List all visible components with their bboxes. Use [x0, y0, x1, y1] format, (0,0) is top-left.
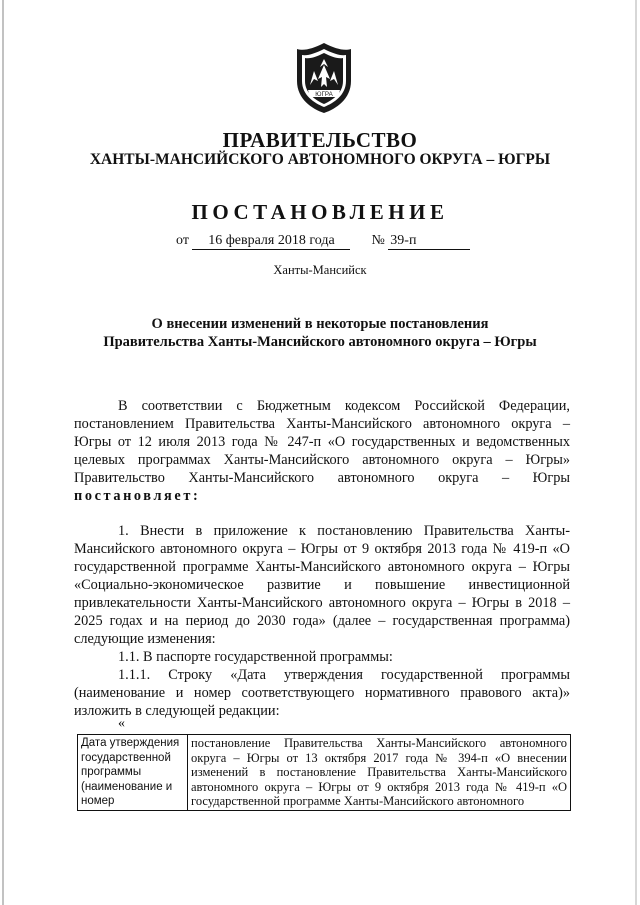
item-1-section	[74, 522, 570, 720]
date-prefix: от	[176, 233, 189, 248]
svg-text:ЮГРА: ЮГРА	[315, 91, 333, 98]
preamble-text: В соответствии с Бюджетным кодексом Российской Федерации, постановлением Правительства Ханты-Мансийского автономного округа – Югры от 12 июля 2013 года № 247-п «О государственных и ведомственных целевых программах Ханты-Мансийского автономного округа – Югры» Правительство Ханты-Мансийского автономного округа – Югры	[74, 398, 570, 486]
subject-line-2: Правительства Ханты-Мансийского автономного округа – Югры	[103, 334, 537, 350]
document-subject	[0, 315, 640, 351]
number-prefix: №	[371, 233, 385, 248]
quote-open-mark: «	[118, 716, 125, 731]
resolves-word: постановляет:	[74, 488, 201, 504]
preamble-paragraph	[74, 397, 570, 505]
item-1-1-paragraph: 1.1. В паспорте государственной программы:	[118, 649, 393, 665]
table-row	[78, 735, 571, 811]
city: Ханты-Мансийск	[273, 263, 367, 277]
document-type: ПОСТАНОВЛЕНИЕ	[191, 200, 449, 224]
document-date: 16 февраля 2018 года	[192, 233, 350, 250]
document-number: 39-п	[388, 233, 470, 250]
passport-table	[77, 734, 571, 811]
table-cell-label: Дата утверждения государственной программы (наименование и номер	[78, 735, 188, 811]
government-title: ПРАВИТЕЛЬСТВО	[222, 128, 418, 152]
item-1-paragraph: 1. Внести в приложение к постановлению Правительства Ханты-Мансийского автономного округа – Югры от 9 октября 2013 года № 419-п «О государственной программе Ханты-Мансийского автономного округа – Югры «Социально-экономическое развитие и повышение инвестиционной привлекательности Ханты-Мансийского автономного округа – Югры в 2018 – 2025 годах и на период до 2030 года» (далее – государственная программа) следующие изменения:	[74, 523, 570, 647]
item-1-1-1-paragraph: 1.1.1. Строку «Дата утверждения государственной программы (наименование и номер соответствующего нормативного правового акта)» изложить в следующей редакции:	[74, 667, 570, 719]
table-cell-value: постановление Правительства Ханты-Мансийского автономного округа – Югры от 13 октября 2017 года № 394-п «О внесении изменений в постановление Правительства Ханты-Мансийского автономного округа – Югры от 9 октября 2013 года № 419-п «О государственной программе Ханты-Мансийского автономного	[188, 735, 571, 811]
region-title: ХАНТЫ-МАНСИЙСКОГО АВТОНОМНОГО ОКРУГА – ЮГРЫ	[89, 151, 551, 168]
date-number-line	[176, 233, 470, 250]
subject-line-1: О внесении изменений в некоторые постановления	[151, 316, 489, 332]
khmao-coat-of-arms-icon	[292, 41, 356, 115]
